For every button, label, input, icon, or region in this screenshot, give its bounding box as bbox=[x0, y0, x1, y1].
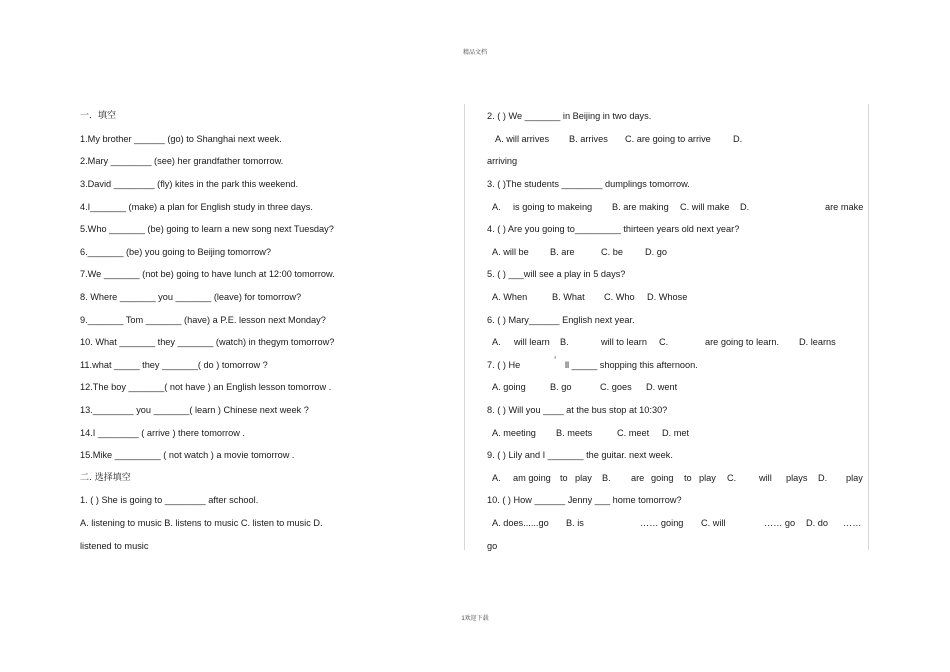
q4-option-a: A. will be bbox=[492, 247, 529, 257]
q9-option-d: play bbox=[846, 473, 863, 483]
q3-option-a: is going to makeing bbox=[513, 202, 593, 212]
fill-item-14: 14.I ________ ( arrive ) there tomorrow . bbox=[80, 428, 245, 438]
q6-option-c-label: C. bbox=[659, 337, 669, 347]
q2-option-c: C. are going to arrive bbox=[625, 134, 711, 144]
q9-option-c-word1: will bbox=[759, 473, 772, 483]
q5-option-b: B. What bbox=[552, 292, 585, 302]
q2-option-b: B. arrives bbox=[569, 134, 608, 144]
q7-option-a: A. going bbox=[492, 382, 526, 392]
choice-q7-suffix: ll _____ shopping this afternoon. bbox=[565, 360, 698, 370]
fill-item-13: 13.________ you _______( learn ) Chinese next week ? bbox=[80, 405, 309, 415]
choice-q9: 9. ( ) Lily and I _______ the guitar. next week. bbox=[487, 450, 673, 460]
q3-option-a-label: A. bbox=[492, 202, 501, 212]
choice-q6: 6. ( ) Mary______ English next year. bbox=[487, 315, 635, 325]
q4-option-d: D. go bbox=[645, 247, 667, 257]
fill-item-2: 2.Mary ________ (see) her grandfather tomorrow. bbox=[80, 156, 284, 166]
q5-option-a: A. When bbox=[492, 292, 528, 302]
q9-option-b-word3: to bbox=[684, 473, 692, 483]
choice-q1: 1. ( ) She is going to ________ after school. bbox=[80, 495, 259, 505]
q10-continued: go bbox=[487, 541, 498, 551]
fill-item-3: 3.David ________ (fly) kites in the park this weekend. bbox=[80, 179, 299, 189]
fill-item-10: 10. What _______ they _______ (watch) in thegym tomorrow? bbox=[80, 337, 335, 347]
choice-q5: 5. ( ) ___will see a play in 5 days? bbox=[487, 269, 626, 279]
q4-option-b: B. are bbox=[550, 247, 575, 257]
page-footer-stamp: 1欢迎下载 bbox=[461, 616, 489, 622]
q10-option-b: …… going bbox=[640, 518, 684, 528]
q6-option-b: will to learn bbox=[601, 337, 647, 347]
choice-q7-prefix: 7. ( ) He bbox=[487, 360, 521, 370]
fill-item-4: 4.I_______ (make) a plan for English study in three days. bbox=[80, 202, 313, 212]
fill-item-12: 12.The boy _______( not have ) an English lesson tomorrow . bbox=[80, 382, 332, 392]
fill-item-11: 11.what _____ they _______( do ) tomorrow ? bbox=[80, 360, 268, 370]
choice-q3: 3. ( )The students ________ dumplings tomorrow. bbox=[487, 179, 690, 189]
q10-option-a: A. does......go bbox=[492, 518, 549, 528]
choice-q10: 10. ( ) How ______ Jenny ___ home tomorrow? bbox=[487, 495, 682, 505]
q2-continued: arriving bbox=[487, 156, 518, 166]
choice-q1-options: A. listening to music B. listens to music C. listen to music D. bbox=[80, 518, 323, 528]
q3-option-b: B. are making bbox=[612, 202, 669, 212]
q9-option-c-word2: plays bbox=[786, 473, 808, 483]
q8-option-a: A. meeting bbox=[492, 428, 536, 438]
choice-q2: 2. ( ) We _______ in Beijing in two days. bbox=[487, 111, 652, 121]
fill-item-5: 5.Who _______ (be) going to learn a new song next Tuesday? bbox=[80, 224, 334, 234]
q10-option-c-label: C. will bbox=[701, 518, 726, 528]
q6-option-c: are going to learn. bbox=[705, 337, 780, 347]
page-header-stamp: 精品文档 bbox=[462, 50, 487, 56]
q9-option-a-word2: to bbox=[560, 473, 568, 483]
q9-option-b-label: B. bbox=[602, 473, 611, 483]
choice-q4: 4. ( ) Are you going to_________ thirteen years old next year? bbox=[487, 224, 740, 234]
q9-option-a-word3: play bbox=[575, 473, 592, 483]
q9-option-a-label: A. bbox=[492, 473, 501, 483]
column-divider-left bbox=[464, 104, 465, 550]
q9-option-b-word1: are bbox=[631, 473, 645, 483]
q4-option-c: C. be bbox=[601, 247, 623, 257]
q9-option-d-label: D. bbox=[818, 473, 828, 483]
fill-item-8: 8. Where _______ you _______ (leave) for tomorrow? bbox=[80, 292, 302, 302]
q6-option-d: D. learns bbox=[799, 337, 836, 347]
q5-option-d: D. Whose bbox=[647, 292, 688, 302]
q8-option-c: C. meet bbox=[617, 428, 650, 438]
q3-option-d-label: D. bbox=[740, 202, 750, 212]
column-divider-right bbox=[868, 104, 869, 550]
fill-item-15: 15.Mike _________ ( not watch ) a movie tomorrow . bbox=[80, 450, 295, 460]
q2-option-d: D. bbox=[733, 134, 743, 144]
q10-option-d: …… bbox=[843, 518, 862, 528]
q5-option-c: C. Who bbox=[604, 292, 635, 302]
q2-option-a: A. will arrives bbox=[495, 134, 550, 144]
q10-option-b-label: B. is bbox=[566, 518, 584, 528]
section1-title: 一．填空 bbox=[80, 111, 117, 121]
q9-option-a-word1: am going bbox=[513, 473, 551, 483]
choice-q1-continued: listened to music bbox=[80, 541, 149, 551]
q6-option-b-label: B. bbox=[560, 337, 569, 347]
q9-option-c-label: C. bbox=[727, 473, 737, 483]
fill-item-1: 1.My brother ______ (go) to Shanghai next week. bbox=[80, 134, 282, 144]
q3-option-c: C. will make bbox=[680, 202, 730, 212]
q7-option-c: C. goes bbox=[600, 382, 632, 392]
q6-option-a: will learn bbox=[514, 337, 550, 347]
q9-option-b-word2: going bbox=[651, 473, 674, 483]
q10-option-c: …… go bbox=[764, 518, 796, 528]
q8-option-d: D. met bbox=[662, 428, 690, 438]
q7-option-b: B. go bbox=[550, 382, 572, 392]
q6-option-a-label: A. bbox=[492, 337, 501, 347]
q7-option-d: D. went bbox=[646, 382, 678, 392]
choice-q7-apostrophe: ’ bbox=[554, 355, 557, 365]
fill-item-6: 6._______ (be) you going to Beijing tomorrow? bbox=[80, 247, 272, 257]
q10-option-d-label: D. do bbox=[806, 518, 828, 528]
fill-item-7: 7.We _______ (not be) going to have lunch at 12:00 tomorrow. bbox=[80, 269, 335, 279]
q8-option-b: B. meets bbox=[556, 428, 593, 438]
fill-item-9: 9._______ Tom _______ (have) a P.E. lesson next Monday? bbox=[80, 315, 326, 325]
q9-option-b-word4: play bbox=[699, 473, 716, 483]
q3-option-d: are make bbox=[825, 202, 864, 212]
section2-title: 二. 选择填空 bbox=[80, 473, 131, 483]
choice-q8: 8. ( ) Will you ____ at the bus stop at 10:30? bbox=[487, 405, 668, 415]
